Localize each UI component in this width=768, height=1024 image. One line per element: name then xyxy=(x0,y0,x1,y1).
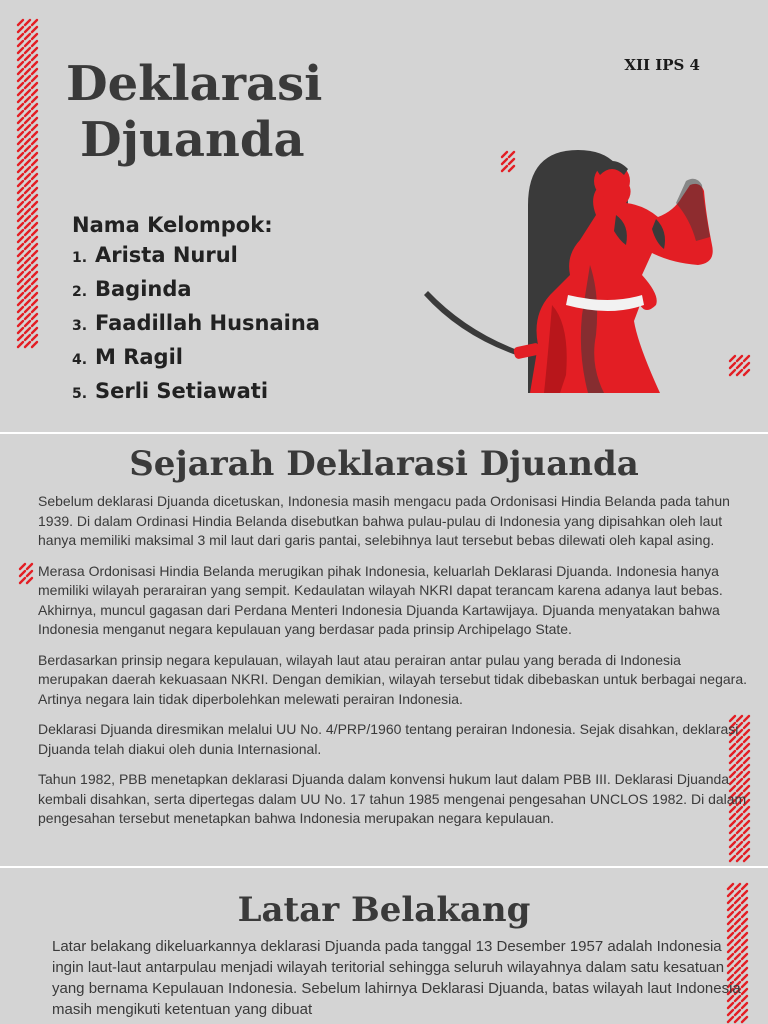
red-dash-pattern-icon xyxy=(728,354,752,380)
list-item xyxy=(72,376,320,410)
member-name: Serli Setiawati xyxy=(95,379,269,403)
member-name: Baginda xyxy=(95,277,192,301)
section-title: Sejarah Deklarasi Djuanda xyxy=(129,444,639,484)
paragraph: Latar belakang dikeluarkannya deklarasi Djuanda pada tanggal 13 Desember 1957 adalah Indonesia ingin laut-laut antarpulau menjadi wilayah teritorial sehingga seluruh wilayahnya dalam satu kesatuan yang bernama Kepulauan Indonesia. Sebelum lahirnya Deklarasi Djuanda, batas wilayah laut Indonesia masih mengikuti ketentuan yang dibuat xyxy=(52,938,741,1018)
list-item xyxy=(72,274,320,308)
paragraph: Deklarasi Djuanda diresmikan melalui UU No. 4/PRP/1960 tentang perairan Indonesia. Sejak disahkan, deklarasi Djuanda telah diakui oleh dunia Internasional. xyxy=(38,721,739,757)
paragraph: Merasa Ordonisasi Hindia Belanda merugikan pihak Indonesia, keluarlah Deklarasi Djuanda. Indonesia hanya memiliki wilayah perarairan yang sempit. Kedaulatan wilayah NKRI dapat terancam karena adanya laut bebas. Akhirnya, muncul gagasan dari Perdana Menteri Indonesia Djuanda Kartawijaya. Djuanda menyatakan bahwa Indonesia menganut negara kepulauan yang berdasar pada prinsip Archipelago State. xyxy=(38,562,723,637)
group-members xyxy=(72,210,320,410)
red-dash-pattern-icon xyxy=(18,562,38,588)
list-number: 5. xyxy=(72,386,88,402)
list-item xyxy=(72,342,320,376)
page-title xyxy=(66,56,322,168)
group-heading: Nama Kelompok: xyxy=(72,213,273,237)
list-number: 2. xyxy=(72,284,88,300)
warrior-statue-illustration xyxy=(420,145,730,402)
title-line-2: Djuanda xyxy=(80,112,305,168)
paragraph: Tahun 1982, PBB menetapkan deklarasi Djuanda dalam konvensi hukum laut dalam PBB III. Deklarasi Djuanda kembali disahkan, serta dipertegas dalam UU No. 17 tahun 1985 mengenai pengesahan UNCLOS 1982. Di dalam pengesahan tersebut menetapkan bahwa Indonesia merupakan negara kepulauan. xyxy=(38,771,747,826)
class-label: XII IPS 4 xyxy=(624,56,700,74)
member-name: M Ragil xyxy=(95,345,183,369)
member-name: Arista Nurul xyxy=(95,243,238,267)
history-text xyxy=(38,492,754,840)
red-dash-pattern-icon xyxy=(16,18,42,350)
background-text xyxy=(52,936,752,1024)
member-list xyxy=(72,240,320,410)
list-number: 4. xyxy=(72,352,88,368)
title-line-1: Deklarasi xyxy=(66,56,323,112)
list-number: 3. xyxy=(72,318,88,334)
title-slide xyxy=(0,0,768,432)
member-name: Faadillah Husnaina xyxy=(95,311,320,335)
background-slide xyxy=(0,868,768,1024)
section-title: Latar Belakang xyxy=(237,890,531,930)
history-slide xyxy=(0,434,768,866)
paragraph: Berdasarkan prinsip negara kepulauan, wilayah laut atau perairan antar pulau yang berada di Indonesia merupakan daerah kekuasaan NKRI. Dengan demikian, wilayah tersebut tidak dibebaskan untuk berbagai negara. Artinya negara lain tidak diperbolehkan melewati perairan Indonesia. xyxy=(38,651,748,707)
list-item xyxy=(72,308,320,342)
list-item xyxy=(72,240,320,274)
list-number: 1. xyxy=(72,250,88,266)
paragraph: Sebelum deklarasi Djuanda dicetuskan, Indonesia masih mengacu pada Ordonisasi Hindia Belanda pada tahun 1939. Di dalam Ordinasi Hindia Belanda disebutkan bahwa pulau-pulau di Indonesia yang dipisahkan oleh laut hanya memiliki maksimal 3 mil laut dari garis pantai, selebihnya laut tersebut bebas dilewati oleh kapal asing. xyxy=(38,493,730,548)
